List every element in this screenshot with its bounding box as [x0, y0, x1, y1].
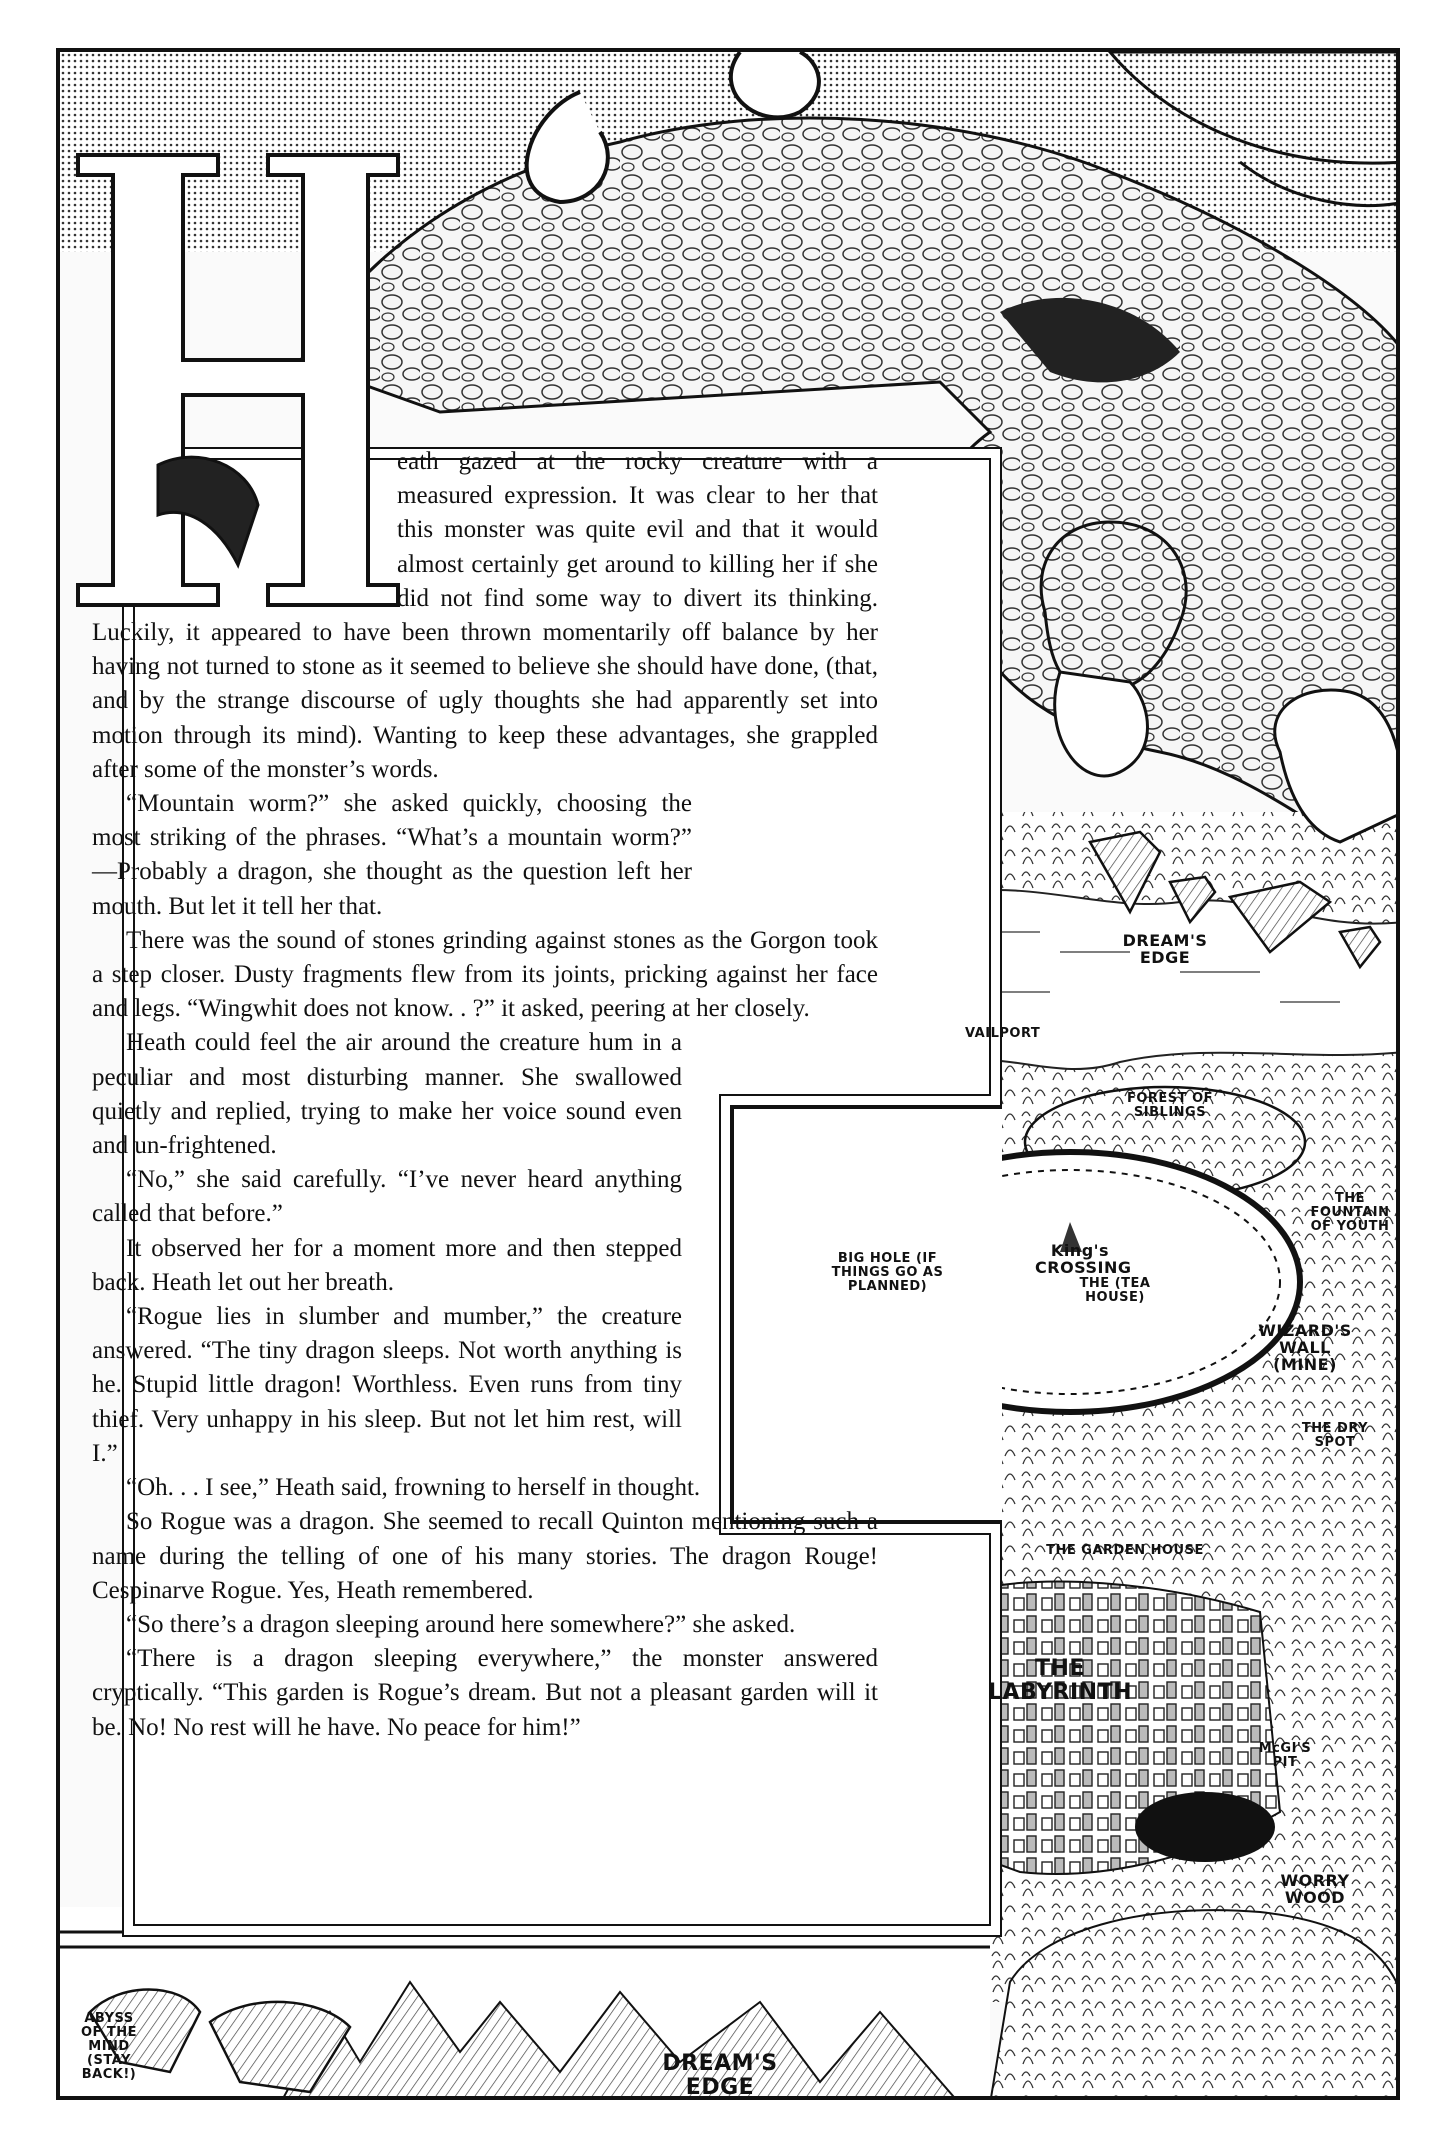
- paragraph-10: “So there’s a dragon sleeping around here somewhere?” she asked.: [126, 1610, 796, 1638]
- map-label-fountain: THE FOUNTAIN OF YOUTH: [1310, 1191, 1390, 1234]
- paragraph-8: “Oh. . . I see,” Heath said, frowning to herself in thought.: [126, 1474, 701, 1502]
- map-label-tea-house: THE (TEA HOUSE): [1079, 1276, 1151, 1305]
- paragraph-9: So Rogue was a dragon. She seemed to recall Quinton mentioning such a name during the telling of one of his many stories. The dragon Rouge! Cespinarve Rogue. Yes, Heath remembered.: [92, 1508, 878, 1604]
- map-label-dreams-edge-bottom: DREAM'S EDGE: [662, 2051, 778, 2100]
- paragraph-6: It observed her for a moment more and then stepped back. Heath let out her breath.: [92, 1234, 682, 1296]
- map-label-mcgis-pit: McGI'S PIT: [1258, 1741, 1312, 1770]
- map-label-dry-spot: THE DRY SPOT: [1301, 1421, 1369, 1450]
- map-label-dreams-edge: DREAM'S EDGE: [1122, 931, 1208, 967]
- paragraph-1: eath gazed at the rocky creature with a measured expression. It was clear to her that this monster was quite evil and that it would almost certainly get around to killing her if she did not find some way to divert its thinking. Luckily, it appeared to have been thrown momentarily off balance by her having not turned to stone as it seemed to believe she should have done, (that, and by the strange discourse of ugly thoughts she had apparently set into motion through its mind). Wanting to keep these advantages, she grappled after some of the monster’s words.: [92, 445, 878, 787]
- map-label-worry-wood: WORRY WOOD: [1280, 1871, 1350, 1907]
- map-label-wizards-wall: WIZARD'S WALL (MINE): [1258, 1321, 1352, 1374]
- map-label-forest: FOREST OF SIBLINGS: [1126, 1091, 1213, 1120]
- paragraph-4: Heath could feel the air around the creature hum in a peculiar and most disturbing manner. She swallowed quietly and replied, trying to make her voice sound even and un-frightened.: [92, 1029, 682, 1160]
- paragraph-2: “Mountain worm?” she asked quickly, choosing the most striking of the phrases. “What’s a mountain worm?” —Probably a dragon, she thought as the question left her mouth. But let it tell her that.: [92, 790, 692, 920]
- dropcap-text: H: [68, 145, 69, 146]
- paragraph-5: “No,” she said carefully. “I’ve never heard anything called that before.”: [92, 1166, 682, 1228]
- map-label-vailport: VAILPORT: [965, 1026, 1041, 1041]
- map-label-kings-crossing: King's CROSSING: [1035, 1241, 1132, 1277]
- map-label-garden-house: THE GARDEN HOUSE: [1046, 1543, 1204, 1558]
- map-label-abyss: ABYSS OF THE MIND (STAY BACK!): [80, 2011, 138, 2082]
- map-label-labyrinth: THE LABYRINTH: [988, 1656, 1132, 1705]
- paragraph-7: “Rogue lies in slumber and mumber,” the creature answered. “The tiny dragon sleeps. Not worth anything is he. Stupid little dragon! Worthless. Even runs from tiny thief. Very unhappy in his sleep. But not let him rest, will I.”: [92, 1303, 682, 1467]
- story-text: [92, 445, 878, 1745]
- dropcap-spacer: [92, 445, 397, 615]
- paragraph-3: There was the sound of stones grinding against stones as the Gorgon took a step closer. Dusty fragments flew from its joints, pricking against her face and legs. “Wingwhit does not know. . ?” it asked, peering at her closely.: [92, 926, 878, 1023]
- paragraph-11: “There is a dragon sleeping everywhere,” the monster answered cryptically. “This garden is Rogue’s dream. But not a pleasant garden will it be. No! No rest will he have. No peace for him!”: [92, 1645, 878, 1741]
- map-label-big-hole: BIG HOLE (IF THINGS GO AS PLANNED): [831, 1251, 944, 1294]
